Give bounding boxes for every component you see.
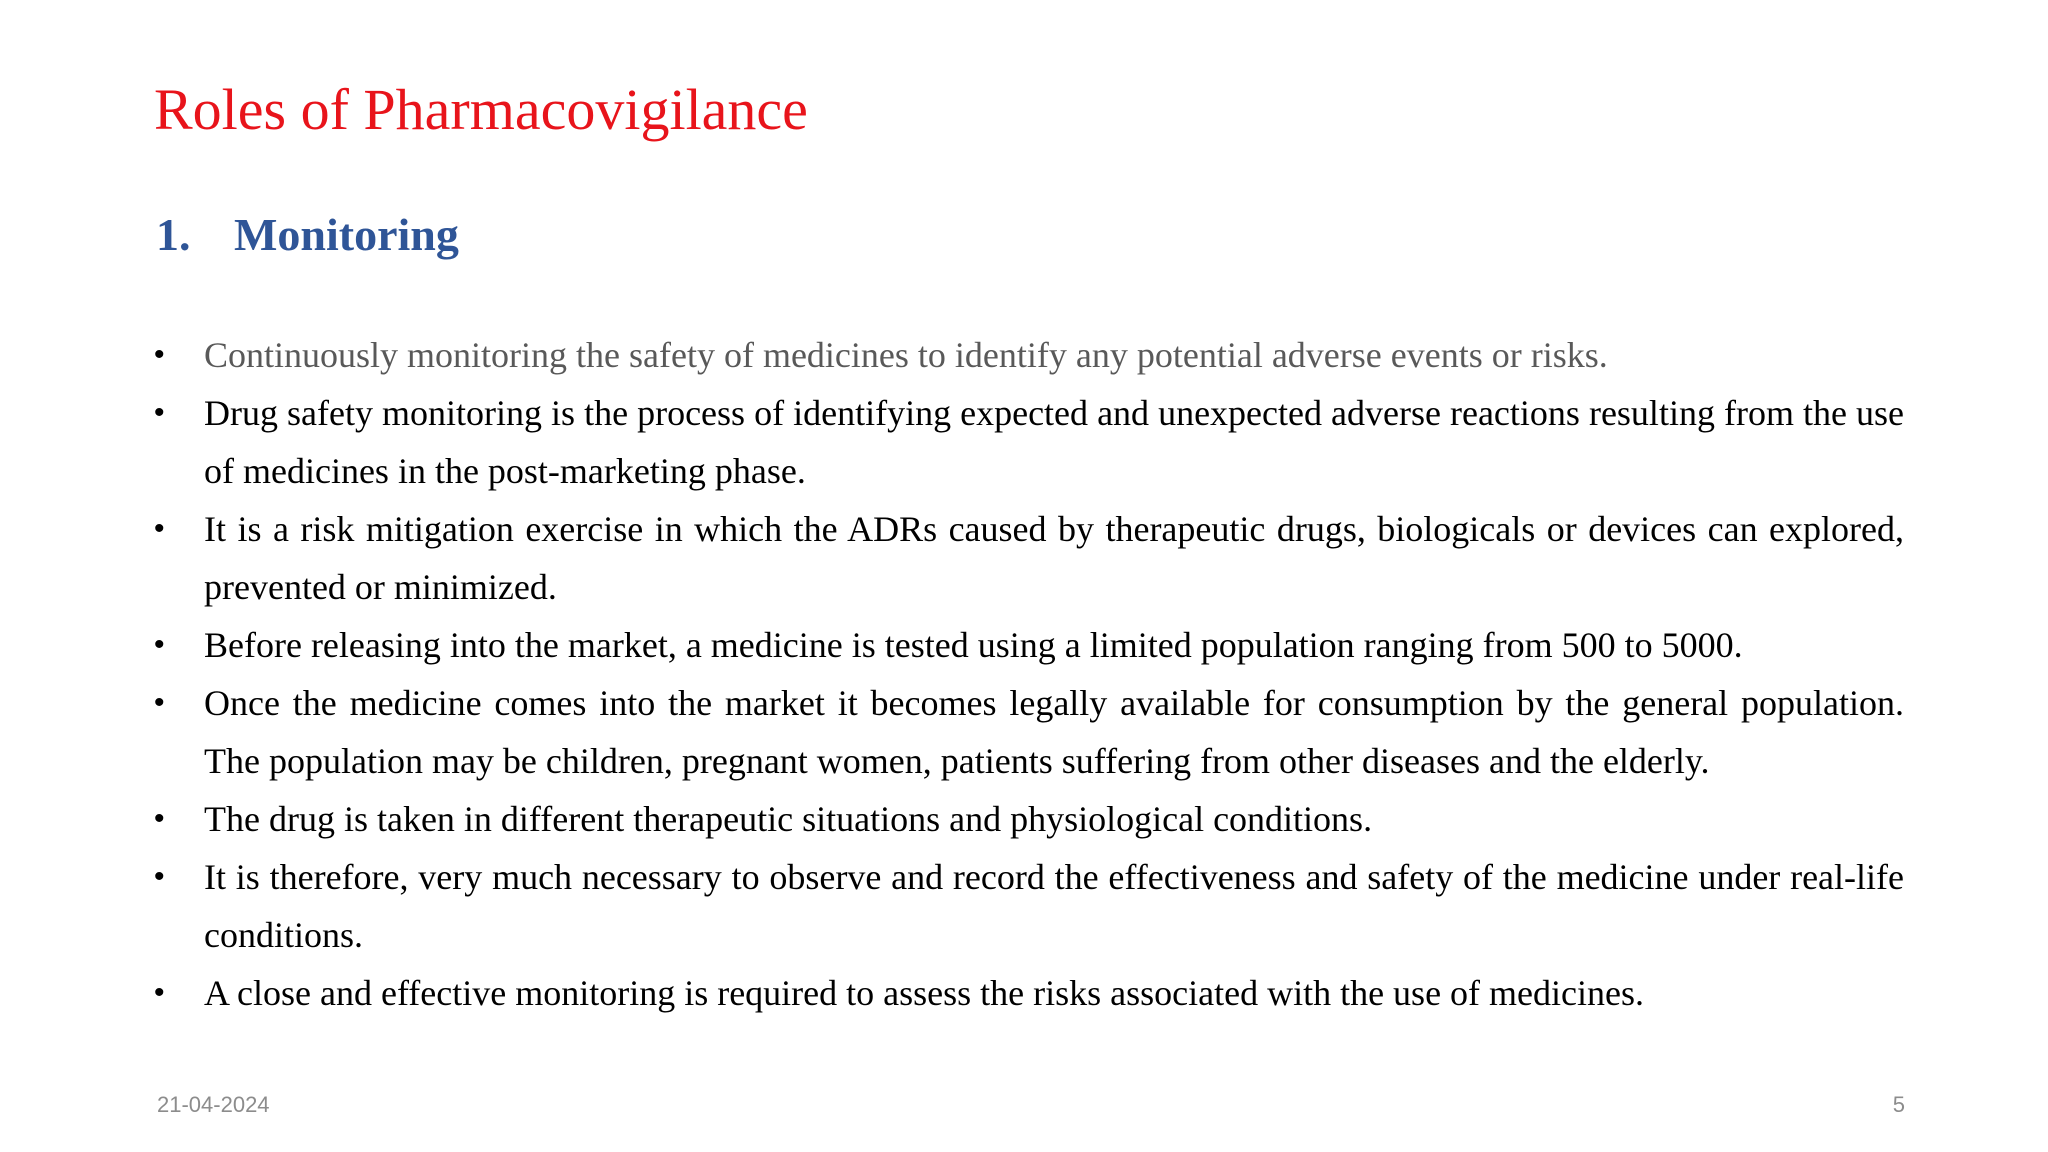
slide-title: Roles of Pharmacovigilance [154, 77, 808, 142]
bullet-text: It is therefore, very much necessary to observe and record the effectiveness and safety of the medicine under real-life conditions. [204, 857, 1904, 955]
bullet-item [148, 790, 1904, 848]
bullet-list [148, 326, 1904, 1022]
bullet-dot-icon: • [154, 512, 165, 545]
bullet-item [148, 384, 1904, 500]
bullet-item [148, 326, 1904, 384]
bullet-text: Continuously monitoring the safety of medicines to identify any potential adverse events or risks. [204, 335, 1608, 375]
bullet-item [148, 848, 1904, 964]
bullet-dot-icon: • [154, 396, 165, 429]
section-number: 1. [156, 209, 191, 260]
section-heading-text: Monitoring [234, 209, 459, 260]
bullet-dot-icon: • [154, 628, 165, 661]
section-heading [156, 205, 459, 265]
bullet-text: A close and effective monitoring is required to assess the risks associated with the use of medicines. [204, 973, 1644, 1013]
bullet-text: It is a risk mitigation exercise in which the ADRs caused by therapeutic drugs, biologicals or devices can explored, prevented or minimized. [204, 509, 1904, 607]
bullet-text: Once the medicine comes into the market it becomes legally available for consumption by the general population. The population may be children, pregnant women, patients suffering from other diseases and the elderly. [204, 683, 1904, 781]
bullet-dot-icon: • [154, 686, 165, 719]
footer-date: 21-04-2024 [157, 1092, 270, 1117]
bullet-item [148, 964, 1904, 1022]
bullet-dot-icon: • [154, 338, 165, 371]
bullet-item [148, 674, 1904, 790]
bullet-dot-icon: • [154, 860, 165, 893]
bullet-text: The drug is taken in different therapeutic situations and physiological conditions. [204, 799, 1373, 839]
bullet-item [148, 616, 1904, 674]
bullet-item [148, 500, 1904, 616]
bullet-text: Before releasing into the market, a medicine is tested using a limited population ranging from 500 to 5000. [204, 625, 1743, 665]
page-number: 5 [1892, 1092, 1905, 1117]
bullet-text: Drug safety monitoring is the process of identifying expected and unexpected adverse reactions resulting from the use of medicines in the post-marketing phase. [204, 393, 1904, 491]
bullet-dot-icon: • [154, 802, 165, 835]
bullet-dot-icon: • [154, 976, 165, 1009]
